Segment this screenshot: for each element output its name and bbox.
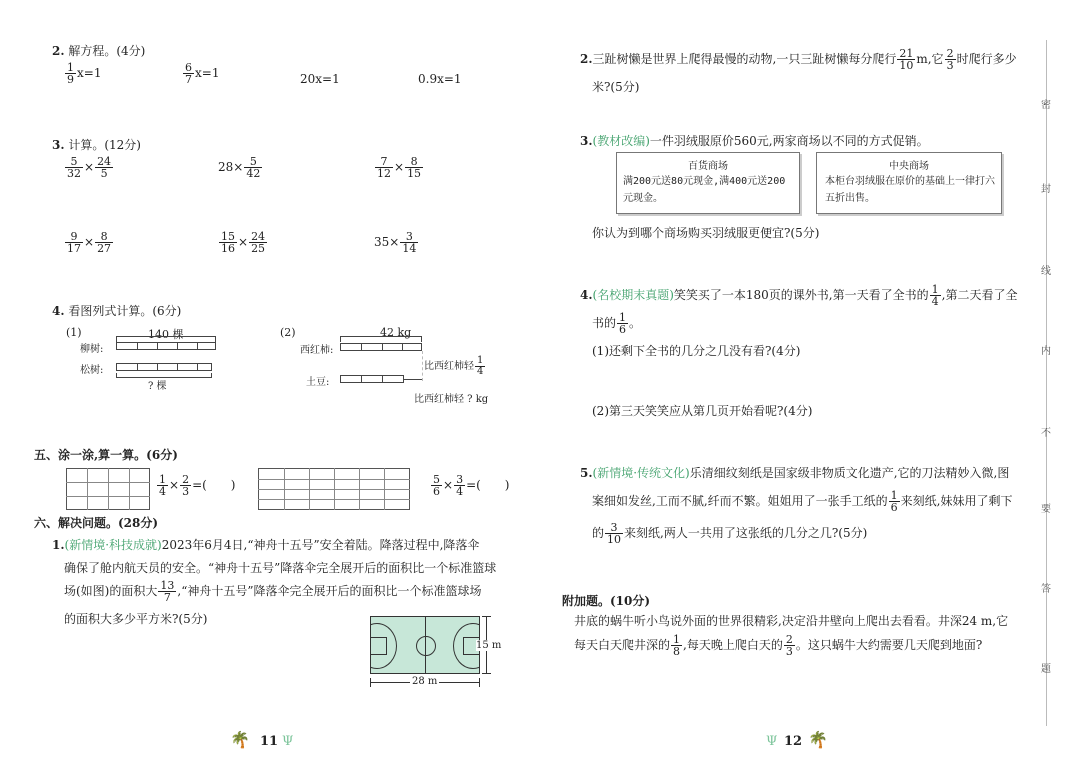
tomato-label: 西红柿: [300,345,334,356]
court-width-tick-right [479,678,480,687]
diagram-1-label: (1) [66,326,82,339]
r-q4-sub2: (2)第三天笑笑应从第几页开始看呢?(4分) [592,404,813,418]
card-2-body: 本柜台羽绒服在原价的基础上一律打六五折出售。 [825,176,995,204]
r-q5-tag: (新情境·传统文化) [592,466,690,480]
page-number-right: 12 [784,734,803,749]
q3-title: 计算。(12分) [68,138,141,152]
tomato-bar [340,343,422,351]
s6-p1-line1: 1.(新情境·科技成就)2023年6月4日,“神舟十五号”安全着陆。降落过程中,降落伞 [52,538,480,552]
sprout-icon: Ψ [282,734,294,749]
card-1-title: 百货商场 [688,161,728,172]
equation-3: 20x=1 [300,72,340,86]
side-char-3: 线 [1041,266,1051,277]
potato-gap-line [404,379,422,380]
palm-icon: 🌴 [230,730,250,749]
card-2-title: 中央商场 [889,161,929,172]
section-5-title: 五、涂一涂,算一算。(6分) [34,448,178,462]
side-char-2: 封 [1041,184,1051,195]
r-q3-tag: (教材改编) [592,134,650,148]
potato-label: 土豆: [306,377,330,388]
diagram-1-total: 140 棵 [148,328,184,341]
q3-heading [52,138,141,154]
court-width-label: 28 m [412,676,438,687]
court-height-tick-bottom [482,673,491,674]
card-department-store [616,152,800,214]
calc-3: $\frac{7}{12}$ × $\frac{8}{15}$ [377,155,422,180]
r-q4-tag: (名校期末真题) [592,288,674,302]
calc-5: $\frac{15}{16}$ × $\frac{24}{25}$ [221,230,266,255]
court-height-label: 15 m [476,640,502,651]
r-q4-sub1: (1)还剩下全书的几分之几没有看?(4分) [592,344,801,358]
q2-heading [52,44,145,60]
q4-number: 4. [52,304,65,318]
grid-1 [66,468,150,510]
s6-p1-line4: 的面积大多少平方米?(5分) [64,612,208,626]
equation-2: $\frac{6}{7}$ x=1 [185,61,220,86]
sprout-icon-right: Ψ [766,734,778,749]
extra-title: 附加题。(10分) [562,594,651,608]
side-char-6: 要 [1041,504,1051,515]
pine-bar [116,363,212,371]
paint-expr-2: $\frac{5}{6}$ × $\frac{3}{4}$ =( ) [433,473,510,498]
willow-bar [116,342,216,350]
side-char-1: 密 [1041,100,1051,111]
calc-6: 35× $\frac{3}{14}$ [374,230,417,255]
palm-icon-right: 🌴 [808,730,828,749]
s6-p1-line3: 场(如图)的面积大 $\frac{13}{7}$ ,“神舟十五号”降落伞完全展开后的面积比一个标准篮球场 [64,579,482,604]
r-q2-line2: 米?(5分) [592,80,640,94]
equation-4: 0.9x=1 [418,72,462,86]
basketball-court [370,616,480,674]
diagram-1-unknown: ? 棵 [148,381,167,392]
r-q5-line3: 的 $\frac{3}{10}$ 来刻纸,两人一共用了这张纸的几分之几?(5分) [592,521,868,546]
equation-1: $\frac{1}{9}$ x=1 [67,61,102,86]
binding-line [1046,40,1047,726]
willow-label: 柳树: [80,344,104,355]
q4-heading [52,304,181,320]
court-width-tick-left [370,678,371,687]
side-char-4: 内 [1041,346,1051,357]
extra-line2: 每天白天爬井深的 $\frac{1}{8}$ ,每天晚上爬白天的 $\frac{2}{3}$ 。这只蜗牛大约需要几天爬到地面? [574,633,983,658]
paint-expr-1: $\frac{1}{4}$ × $\frac{2}{3}$ =( ) [159,473,236,498]
pine-label: 松树: [80,365,104,376]
diagram-2-total: 42 kg [380,326,412,339]
r-q3-question: 你认为到哪个商场购买羽绒服更便宜?(5分) [592,226,820,240]
r-q3-line1: 3.(教材改编)一件羽绒服原价560元,两家商场以不同的方式促销。 [580,134,929,148]
r-q4-line1: 4.(名校期末真题)笑笑买了一本180页的课外书,第一天看了全书的 $\frac{1}{4}$ ,第二天看了全 [580,283,1018,308]
calc-4: $\frac{9}{17}$ × $\frac{8}{27}$ [67,230,112,255]
diagram-2-brace [340,336,422,342]
diagram-2-note1: 比西红柿轻 $\frac{1}{4}$ [424,355,484,377]
r-q4-line2: 书的 $\frac{1}{6}$ 。 [592,311,642,336]
side-char-7: 答 [1041,584,1051,595]
q2-title: 解方程。(4分) [68,44,146,58]
side-char-5: 不 [1041,428,1051,439]
page-number-left: 11 [260,734,279,749]
calc-2: 28× $\frac{5}{42}$ [218,155,261,180]
s6-p1-tag: (新情境·科技成就) [64,538,162,552]
diagram-2-note2: 比西红柿轻 ? kg [414,394,489,405]
r-q5-line2: 案细如发丝,工而不腻,纤而不繁。姐姐用了一张手工纸的 $\frac{1}{6}$ 来刻纸,妹妹用了剩下 [592,489,1013,514]
q4-title: 看图列式计算。(6分) [68,304,182,318]
grid-2 [258,468,410,510]
calc-1: $\frac{5}{32}$ × $\frac{24}{5}$ [67,155,112,180]
extra-line1: 井底的蜗牛听小鸟说外面的世界很精彩,决定沿井壁向上爬出去看看。井深24 m,它 [574,614,1009,628]
section-6-title: 六、解决问题。(28分) [34,516,159,530]
q2-number: 2. [52,44,65,58]
potato-bar [340,375,404,383]
card-central-mall [816,152,1002,214]
card-1-body: 满200元送80元现金,满400元送200元现金。 [623,176,786,204]
s6-p1-line2: 确保了舱内航天员的安全。“神舟十五号”降落伞完全展开后的面积比一个标准篮球 [64,561,497,575]
diagram-2-label: (2) [280,326,296,339]
court-height-tick-top [482,616,491,617]
r-q5-line1: 5.(新情境·传统文化)乐清细纹刻纸是国家级非物质文化遗产,它的刀法精妙入微,图 [580,466,1010,480]
side-char-8: 题 [1041,664,1051,675]
r-q2-line1: 2.三趾树懒是世界上爬得最慢的动物,一只三趾树懒每分爬行 $\frac{21}{10}$ m,它 $\frac{2}{3}$ 时爬行多少 [580,47,1017,72]
q3-number: 3. [52,138,65,152]
